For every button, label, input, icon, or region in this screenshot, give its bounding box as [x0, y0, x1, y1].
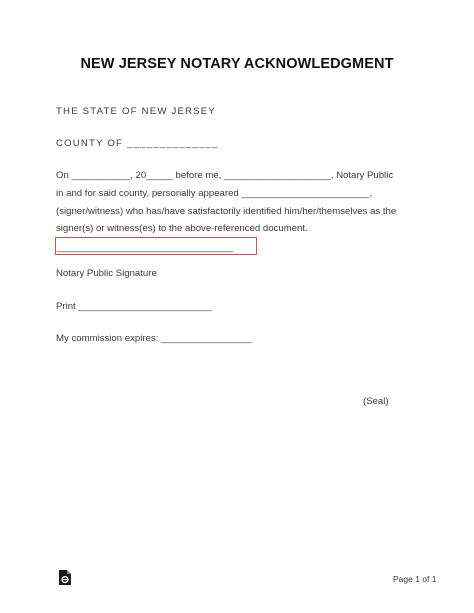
commission-line: My commission expires: _________________: [56, 333, 252, 344]
document-title: NEW JERSEY NOTARY ACKNOWLEDGMENT: [80, 56, 394, 72]
body-line-1: On ___________, 20_____ before me, ____________________, Notary Public: [56, 170, 394, 181]
seal-label: (Seal): [363, 396, 389, 407]
print-line: Print _________________________: [56, 301, 212, 312]
county-line: COUNTY OF ______________: [56, 138, 219, 149]
body-line-3: (signer/witness) who has/have satisfactorily identified him/her/themselves as the: [56, 206, 397, 217]
state-line: THE STATE OF NEW JERSEY: [56, 106, 216, 117]
eforms-logo-icon: [58, 570, 72, 586]
signature-line: _________________________________: [57, 242, 234, 253]
page-number: Page 1 of 1: [393, 574, 437, 584]
signature-label: Notary Public Signature: [56, 268, 157, 279]
body-line-2: in and for said county, personally appeared ________________________,: [56, 188, 373, 199]
body-line-4: signer(s) or witness(es) to the above-referenced document.: [56, 223, 308, 234]
